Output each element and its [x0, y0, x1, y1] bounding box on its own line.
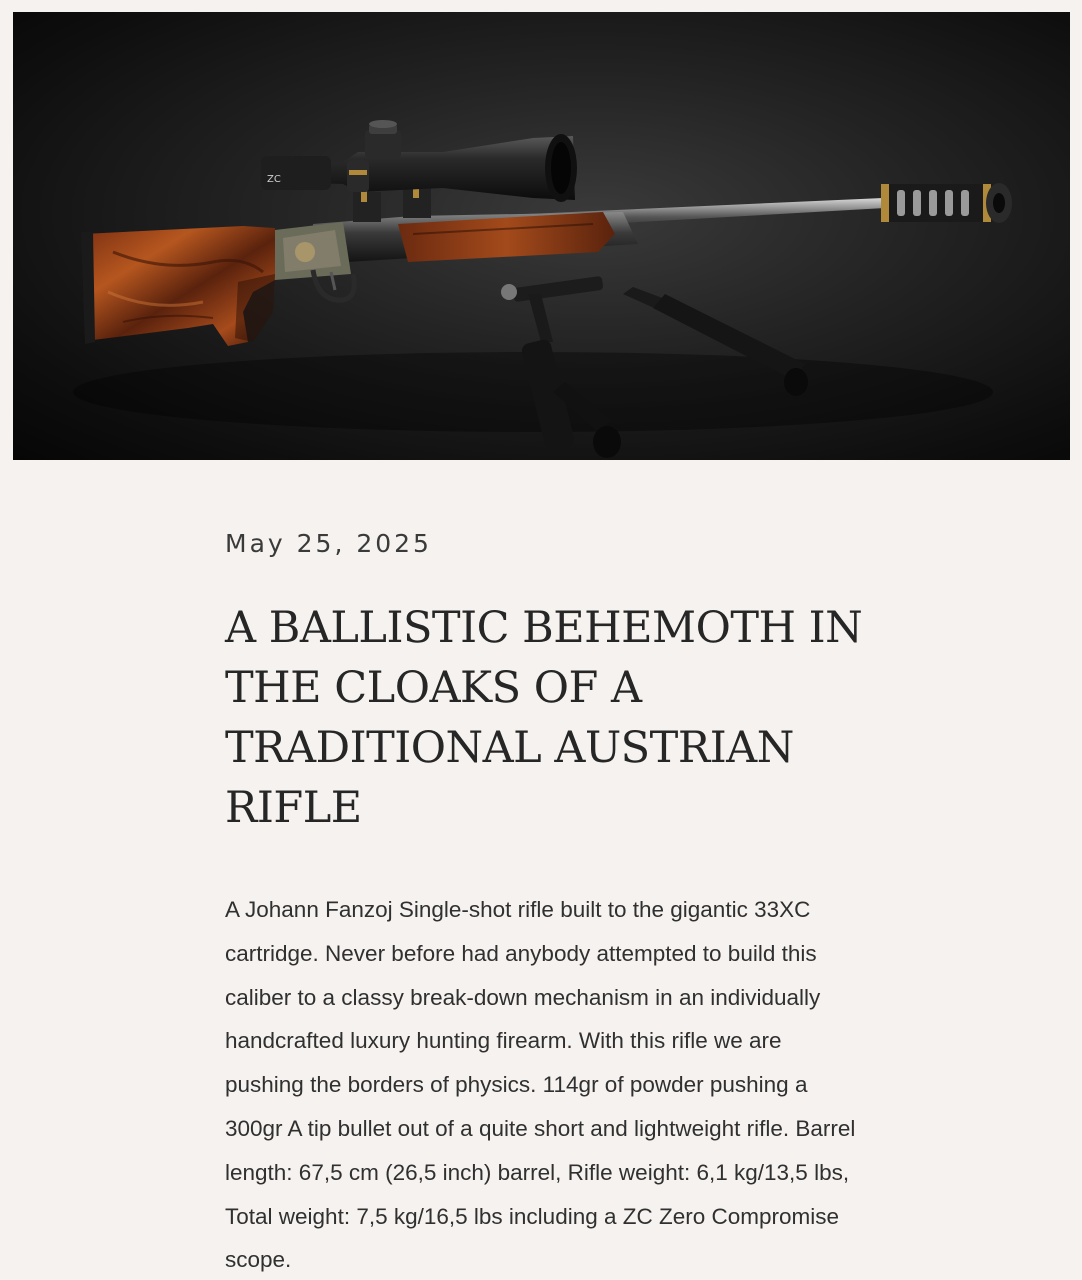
rifle-photo	[13, 12, 1070, 460]
scope-marking-text: ZC	[267, 174, 281, 185]
post-body: A Johann Fanzoj Single-shot rifle built to the gigantic 33XC cartridge. Never before had anybody attempted to build this caliber to a classy break-down mechanism in an individually handcrafted luxury hunting firearm. With this rifle we are pushing the borders of physics. 114gr of powder pushing a 300gr A tip bullet out of a quite short and lightweight rifle. Barrel length: 67,5 cm (26,5 inch) barrel, Rifle weight: 6,1 kg/13,5 lbs, Total weight: 7,5 kg/16,5 lbs including a ZC Zero Compromise scope.	[225, 897, 856, 1273]
post-article	[225, 520, 865, 1280]
post-title: A BALLISTIC BEHEMOTH IN THE CLOAKS OF A TRADITIONAL AUSTRIAN RIFLE	[225, 603, 863, 833]
hero-image	[13, 12, 1070, 460]
post-date: May 25, 2025	[225, 529, 432, 558]
